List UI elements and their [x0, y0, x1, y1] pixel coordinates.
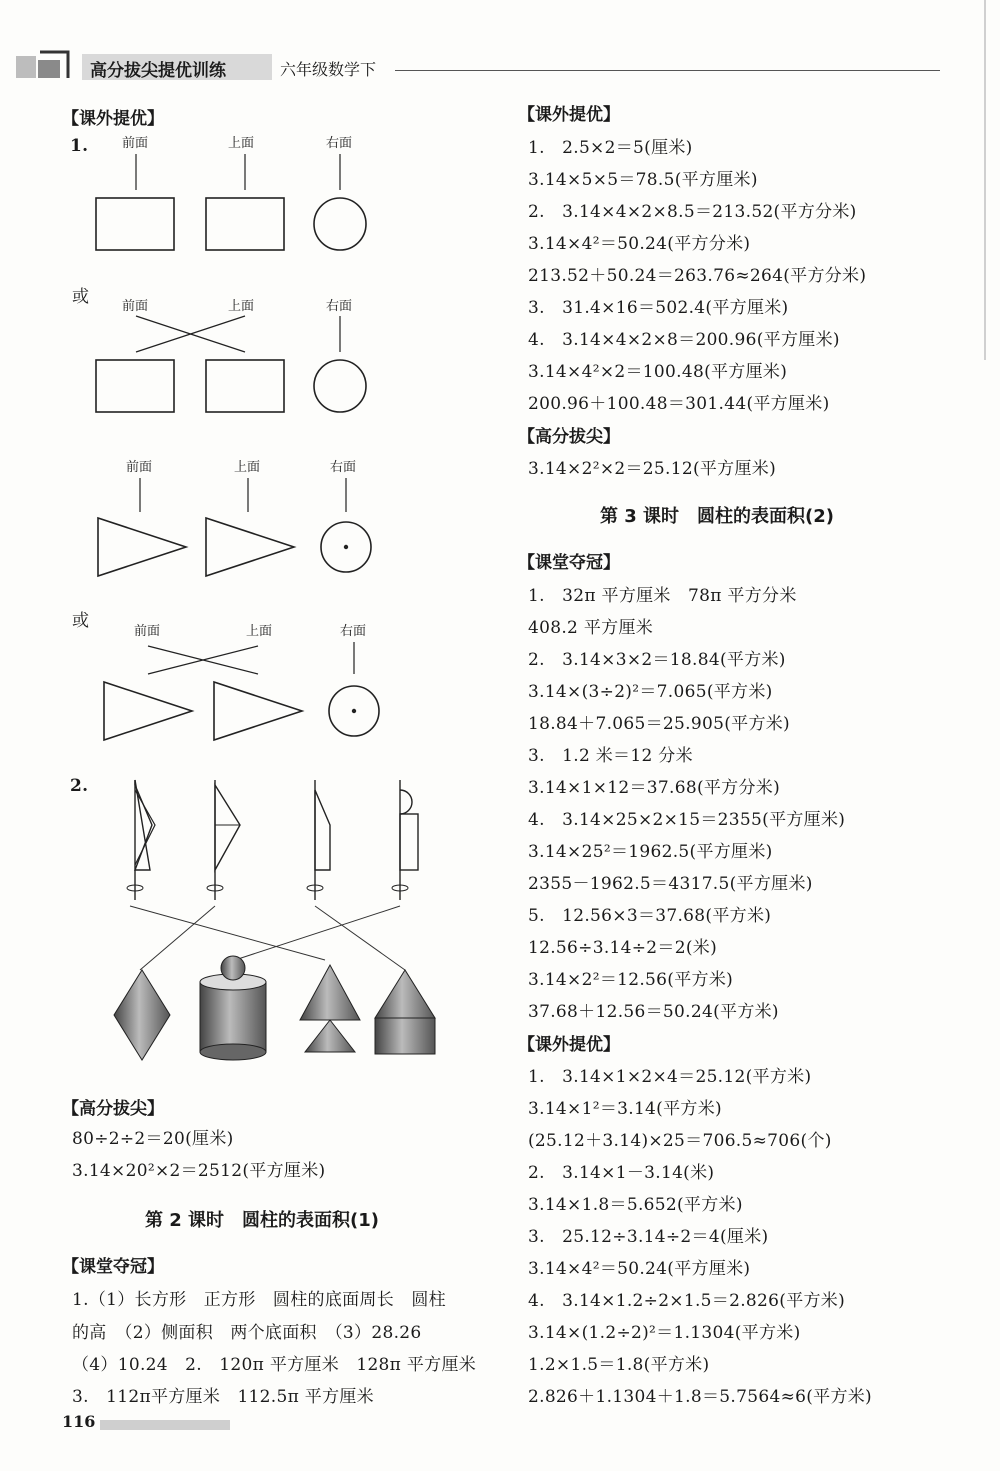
answer-line: 3.14×4²＝50.24(平方厘米) — [528, 1259, 751, 1279]
answer-line: （4）10.24 2. 120π 平方厘米 128π 平方厘米 — [72, 1355, 477, 1375]
answer-line: 3. 31.4×16＝502.4(平方厘米) — [528, 298, 789, 318]
section-title-top: 【高分拔尖】 — [62, 1099, 164, 1119]
answer-line: 2. 3.14×1－3.14(米) — [528, 1163, 715, 1183]
answer-line: 37.68＋12.56＝50.24(平方米) — [528, 1002, 779, 1022]
answer-line: 3.14×1²＝3.14(平方米) — [528, 1099, 722, 1119]
answer-line: 12.56÷3.14÷2＝2(米) — [528, 938, 718, 958]
answer-line: 2355－1962.5＝4317.5(平方厘米) — [528, 874, 813, 894]
page-edge-strip — [968, 0, 986, 360]
or-label: 或 — [72, 611, 90, 631]
section-title-extra: 【课外提优】 — [518, 1035, 620, 1055]
or-label: 或 — [72, 287, 90, 307]
answer-line: 200.96＋100.48＝301.44(平方厘米) — [528, 394, 830, 414]
answer-line: 3.14×1.8＝5.652(平方米) — [528, 1195, 743, 1215]
answer-line: 4. 3.14×4×2×8＝200.96(平方厘米) — [528, 330, 840, 350]
answer-line: 1. 2.5×2＝5(厘米) — [528, 138, 693, 158]
view-label-front: 前面 — [122, 299, 149, 314]
section-title-extra: 【课外提优】 — [518, 105, 620, 125]
answer-line: 3.14×(1.2÷2)²＝1.1304(平方米) — [528, 1323, 801, 1343]
answer-line: 2. 3.14×3×2＝18.84(平方米) — [528, 650, 786, 670]
three-views-diagram-2 — [90, 312, 380, 422]
answer-line: 3. 1.2 米＝12 分米 — [528, 746, 693, 766]
view-label-right: 右面 — [326, 136, 353, 151]
question-number: 2. — [70, 776, 89, 796]
book-subtitle: 六年级数学下 — [280, 60, 377, 79]
book-logo-icon — [14, 48, 72, 80]
view-label-front: 前面 — [122, 136, 149, 151]
answer-line: 的高 （2）侧面积 两个底面积 （3）28.26 — [72, 1323, 422, 1343]
answer-line: 408.2 平方厘米 — [528, 618, 654, 638]
answer-line: 3.14×2²＝12.56(平方米) — [528, 970, 734, 990]
section-title-extra: 【课外提优】 — [62, 109, 164, 129]
answer-line: 3.14×1×12＝37.68(平方分米) — [528, 778, 781, 798]
answer-line: 1. 3.14×1×2×4＝25.12(平方米) — [528, 1067, 812, 1087]
answer-line: 3.14×4²×2＝100.48(平方厘米) — [528, 362, 788, 382]
answer-line: 1.2×1.5＝1.8(平方米) — [528, 1355, 710, 1375]
view-label-right: 右面 — [340, 624, 367, 639]
answer-line: 3.14×20²×2＝2512(平方厘米) — [72, 1161, 326, 1181]
view-label-front: 前面 — [134, 624, 161, 639]
lesson-title: 第 2 课时 圆柱的表面积(1) — [145, 1210, 380, 1231]
answer-line: 213.52＋50.24＝263.76≈264(平方分米) — [528, 266, 867, 286]
view-label-right: 右面 — [330, 460, 357, 475]
rotation-matching-diagram — [100, 770, 450, 1070]
answer-line: 3.14×25²＝1962.5(平方厘米) — [528, 842, 773, 862]
answer-line: 1. 32π 平方厘米 78π 平方分米 — [528, 586, 797, 606]
answer-line: 80÷2÷2＝20(厘米) — [72, 1129, 234, 1149]
view-label-top: 上面 — [234, 460, 261, 475]
answer-line: 3.14×2²×2＝25.12(平方厘米) — [528, 459, 777, 479]
answer-line: 5. 12.56×3＝37.68(平方米) — [528, 906, 772, 926]
view-label-top: 上面 — [246, 624, 273, 639]
question-number: 1. — [70, 136, 89, 156]
section-title-class: 【课堂夺冠】 — [518, 553, 620, 573]
answer-line: 2.826＋1.1304＋1.8＝5.7564≈6(平方米) — [528, 1387, 872, 1407]
answer-line: 4. 3.14×25×2×15＝2355(平方厘米) — [528, 810, 846, 830]
answer-line: 1.（1）长方形 正方形 圆柱的底面周长 圆柱 — [72, 1290, 446, 1310]
view-label-top: 上面 — [228, 136, 255, 151]
section-title-class: 【课堂夺冠】 — [62, 1257, 164, 1277]
three-views-diagram-3 — [90, 474, 390, 584]
header-rule — [395, 70, 940, 71]
answer-line: 2. 3.14×4×2×8.5＝213.52(平方分米) — [528, 202, 857, 222]
view-label-top: 上面 — [228, 299, 255, 314]
section-title-top: 【高分拔尖】 — [518, 427, 620, 447]
footer-bar — [100, 1420, 230, 1430]
lesson-title: 第 3 课时 圆柱的表面积(2) — [600, 506, 835, 527]
view-label-front: 前面 — [126, 460, 153, 475]
answer-line: (25.12＋3.14)×25＝706.5≈706(个) — [528, 1131, 832, 1151]
answer-line: 18.84＋7.065＝25.905(平方米) — [528, 714, 790, 734]
answer-line: 3.14×5×5＝78.5(平方厘米) — [528, 170, 758, 190]
three-views-diagram-1 — [90, 150, 380, 260]
answer-line: 3.14×4²＝50.24(平方分米) — [528, 234, 751, 254]
answer-line: 4. 3.14×1.2÷2×1.5＝2.826(平方米) — [528, 1291, 846, 1311]
book-title: 高分拔尖提优训练 — [90, 61, 226, 81]
answer-line: 3. 112π平方厘米 112.5π 平方厘米 — [72, 1387, 374, 1407]
view-label-right: 右面 — [326, 299, 353, 314]
page-number: 116 — [62, 1412, 96, 1431]
answer-line: 3. 25.12÷3.14÷2＝4(厘米) — [528, 1227, 769, 1247]
three-views-diagram-4 — [96, 638, 396, 748]
answer-line: 3.14×(3÷2)²＝7.065(平方米) — [528, 682, 773, 702]
